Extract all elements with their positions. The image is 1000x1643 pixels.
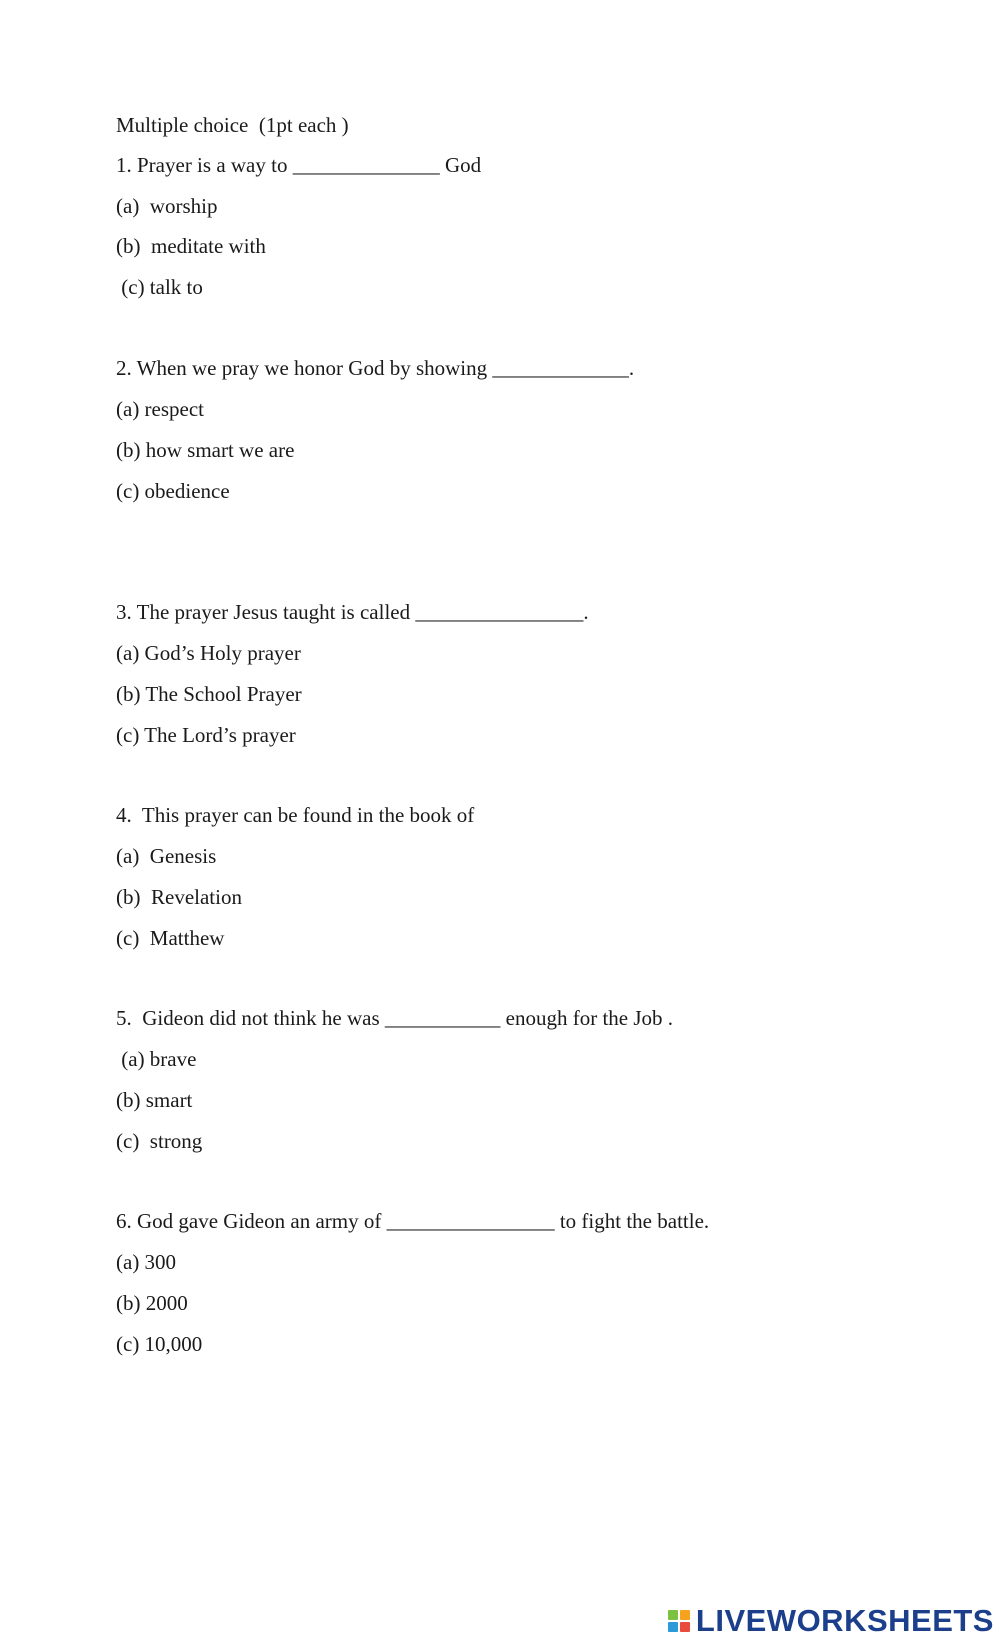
- option-c[interactable]: (c) The Lord’s prayer: [116, 723, 296, 747]
- option-b[interactable]: (b) meditate with: [116, 234, 266, 258]
- question-stem: 2. When we pray we honor God by showing _____________.: [116, 356, 635, 380]
- option-c[interactable]: (c) Matthew: [116, 926, 225, 950]
- option-a[interactable]: (a) 300: [116, 1250, 177, 1274]
- question-stem: 6. God gave Gideon an army of ________________ to fight the battle.: [116, 1209, 710, 1233]
- option-c[interactable]: (c) 10,000: [116, 1332, 203, 1356]
- option-c[interactable]: (c) strong: [116, 1129, 203, 1153]
- logo-square: [668, 1610, 678, 1620]
- option-b[interactable]: (b) Revelation: [116, 885, 242, 909]
- option-b[interactable]: (b) smart: [116, 1088, 193, 1112]
- liveworksheets-branding[interactable]: [668, 1605, 994, 1637]
- logo-square: [680, 1622, 690, 1632]
- option-a[interactable]: (a) respect: [116, 397, 205, 421]
- question-stem: 4. This prayer can be found in the book of: [116, 803, 475, 827]
- option-c[interactable]: (c) obedience: [116, 479, 230, 503]
- option-a[interactable]: (a) God’s Holy prayer: [116, 641, 301, 665]
- logo-square: [668, 1622, 678, 1632]
- option-c[interactable]: (c) talk to: [116, 275, 203, 299]
- section-heading: Multiple choice (1pt each ): [116, 113, 349, 137]
- option-b[interactable]: (b) The School Prayer: [116, 682, 302, 706]
- question-stem: 5. Gideon did not think he was ___________ enough for the Job .: [116, 1006, 674, 1030]
- question-stem: 3. The prayer Jesus taught is called ________________.: [116, 600, 589, 624]
- question-stem: 1. Prayer is a way to ______________ God: [116, 153, 482, 177]
- brand-name: LIVEWORKSHEETS: [695, 1603, 994, 1638]
- option-a[interactable]: (a) Genesis: [116, 844, 217, 868]
- liveworksheets-logo-icon: [668, 1610, 690, 1632]
- option-b[interactable]: (b) how smart we are: [116, 438, 295, 462]
- option-a[interactable]: (a) brave: [116, 1047, 197, 1071]
- option-a[interactable]: (a) worship: [116, 194, 218, 218]
- option-b[interactable]: (b) 2000: [116, 1291, 188, 1315]
- logo-square: [680, 1610, 690, 1620]
